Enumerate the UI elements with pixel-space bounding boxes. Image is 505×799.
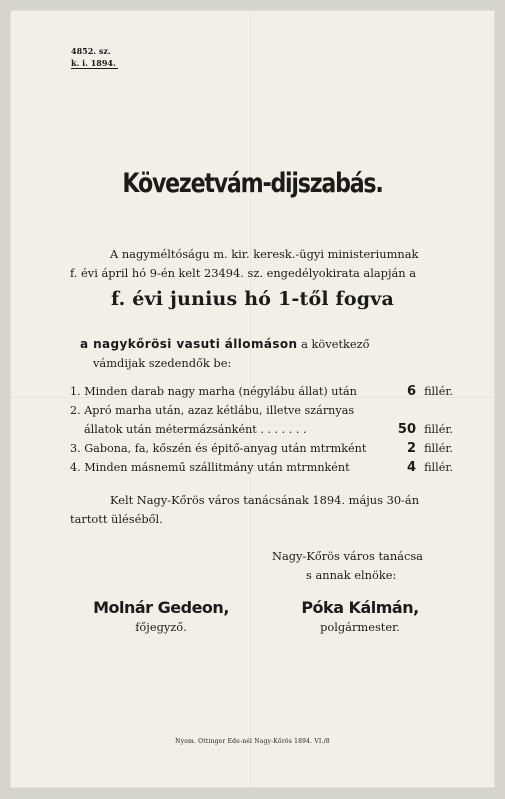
tariff-row-text: 2. Apró marha után, azaz kétlábu, illetve szárnyas bbox=[70, 404, 355, 417]
signature-name: Molnár Gedeon, bbox=[93, 598, 229, 617]
reference-number bbox=[71, 45, 118, 69]
tariff-row-text: 3. Gabona, fa, kőszén és épitő-anyag után mtrmként bbox=[70, 442, 367, 455]
tariff-row bbox=[70, 401, 453, 420]
tariff-row-text: állatok után métermázsánként . . . . . . . bbox=[84, 423, 307, 436]
intro-line-1: A nagyméltóságu m. kir. keresk.-ügyi ministeriumnak bbox=[110, 247, 419, 261]
tariff-row-amount: 50 bbox=[397, 422, 416, 437]
tariff-row-amount: 4 bbox=[406, 460, 416, 475]
signature-secretary bbox=[86, 598, 236, 634]
council-line-2: s annak elnöke: bbox=[306, 568, 397, 582]
intro-paragraph bbox=[70, 245, 462, 283]
signature-role: polgármester. bbox=[320, 620, 400, 634]
closing-line-1: Kelt Nagy-Kőrös város tanácsának 1894. május 30-án bbox=[110, 493, 420, 507]
signature-role: főjegyző. bbox=[135, 620, 187, 634]
tariff-row-unit: fillér. bbox=[424, 423, 453, 436]
tariff-row bbox=[70, 439, 453, 458]
tariff-row-text: 4. Minden másnemű szállitmány után mtrmnként bbox=[70, 461, 350, 474]
printer-imprint: Nyom. Ottinger Ede-nél Nagy-Kőrös 1894. VI./8 bbox=[175, 738, 330, 745]
signature-name: Póka Kálmán, bbox=[301, 598, 419, 617]
tariff-row bbox=[70, 458, 453, 477]
closing-line-2: tartott üléséből. bbox=[70, 512, 163, 526]
reference-line-1: 4852. sz. bbox=[71, 46, 111, 56]
tariff-row-text: 1. Minden darab nagy marha (négylábu állat) után bbox=[70, 385, 357, 398]
tariff-row-unit: fillér. bbox=[424, 385, 453, 398]
station-name: a nagykőrösi vasuti állomáson bbox=[80, 337, 298, 351]
tariff-row bbox=[70, 420, 453, 439]
tariff-row-amount: 6 bbox=[406, 384, 416, 399]
tariff-row bbox=[70, 382, 453, 401]
council-block bbox=[272, 547, 423, 585]
document-sheet bbox=[10, 10, 495, 788]
station-rest: a következő bbox=[297, 337, 370, 351]
council-line-1: Nagy-Kőrös város tanácsa bbox=[272, 549, 423, 563]
effective-date-heading: f. évi junius hó 1-től fogva bbox=[110, 288, 395, 310]
document-title: Kövezetvám-dijszabás. bbox=[122, 168, 383, 199]
signature-mayor bbox=[285, 598, 435, 634]
tariff-row-unit: fillér. bbox=[424, 461, 453, 474]
tariff-list bbox=[70, 382, 453, 477]
station-line-2: vámdijak szedendők be: bbox=[93, 356, 232, 370]
reference-line-2: k. i. 1894. bbox=[71, 58, 116, 68]
tariff-row-unit: fillér. bbox=[424, 442, 453, 455]
closing-paragraph bbox=[70, 491, 462, 529]
intro-line-2: f. évi ápril hó 9-én kelt 23494. sz. engedélyokirata alapján a bbox=[70, 266, 417, 280]
tariff-row-amount: 2 bbox=[406, 441, 416, 456]
station-paragraph bbox=[80, 335, 370, 373]
